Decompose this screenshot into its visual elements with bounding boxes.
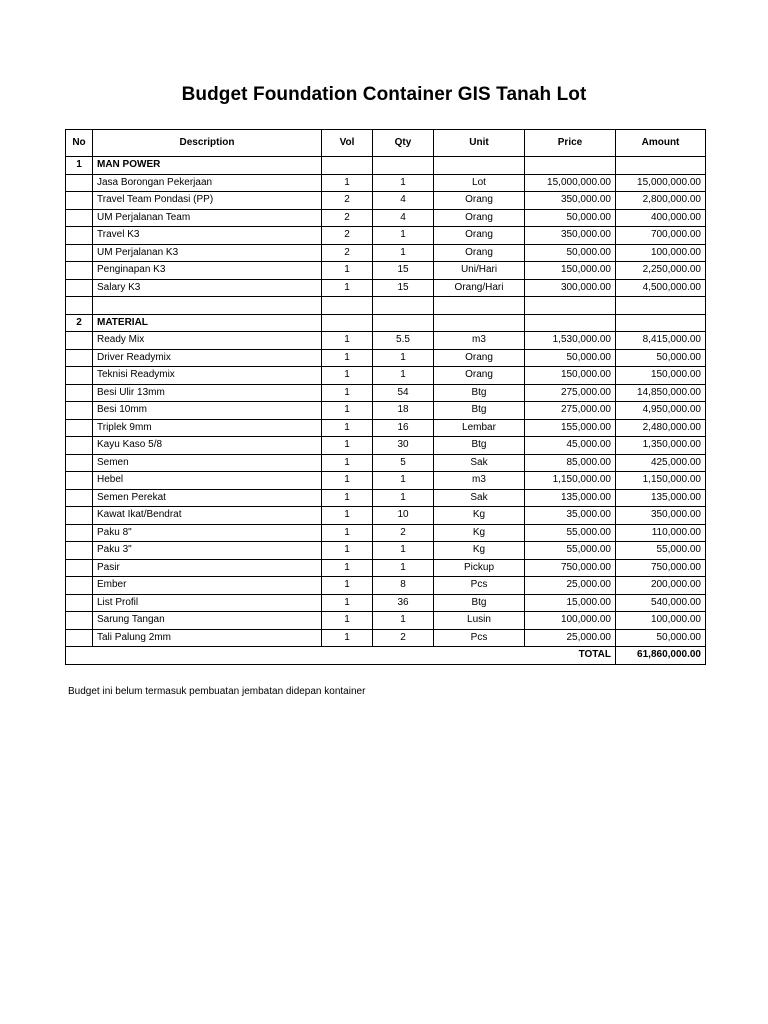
item-qty: 30 (373, 437, 434, 455)
item-vol: 1 (322, 402, 373, 420)
item-price: 45,000.00 (525, 437, 616, 455)
item-price: 150,000.00 (525, 262, 616, 280)
item-unit: Orang (434, 244, 525, 262)
item-amount: 750,000.00 (616, 559, 706, 577)
item-vol: 1 (322, 472, 373, 490)
item-price: 275,000.00 (525, 384, 616, 402)
item-description: Penginapan K3 (93, 262, 322, 280)
item-vol: 1 (322, 559, 373, 577)
table-row (66, 262, 706, 280)
empty-cell (434, 157, 525, 175)
item-vol: 1 (322, 367, 373, 385)
item-description: Triplek 9mm (93, 419, 322, 437)
item-qty: 1 (373, 472, 434, 490)
section-header-row (66, 314, 706, 332)
item-vol: 1 (322, 542, 373, 560)
header-no: No (66, 130, 93, 157)
item-qty: 1 (373, 227, 434, 245)
item-description: Besi 10mm (93, 402, 322, 420)
empty-cell (66, 367, 93, 385)
empty-cell (66, 419, 93, 437)
item-amount: 50,000.00 (616, 349, 706, 367)
item-unit: Orang (434, 227, 525, 245)
item-description: UM Perjalanan Team (93, 209, 322, 227)
item-unit: Sak (434, 489, 525, 507)
empty-cell (373, 157, 434, 175)
item-amount: 50,000.00 (616, 629, 706, 647)
item-price: 25,000.00 (525, 577, 616, 595)
item-amount: 425,000.00 (616, 454, 706, 472)
item-price: 50,000.00 (525, 209, 616, 227)
item-amount: 4,950,000.00 (616, 402, 706, 420)
empty-cell (66, 612, 93, 630)
table-row (66, 594, 706, 612)
item-price: 750,000.00 (525, 559, 616, 577)
item-vol: 2 (322, 192, 373, 210)
item-qty: 36 (373, 594, 434, 612)
item-description: Salary K3 (93, 279, 322, 297)
empty-cell (66, 297, 93, 315)
item-unit: Pcs (434, 629, 525, 647)
item-amount: 14,850,000.00 (616, 384, 706, 402)
item-price: 35,000.00 (525, 507, 616, 525)
item-qty: 1 (373, 349, 434, 367)
table-row (66, 384, 706, 402)
empty-cell (66, 384, 93, 402)
item-unit: Orang (434, 367, 525, 385)
item-vol: 1 (322, 349, 373, 367)
header-description: Description (93, 130, 322, 157)
item-qty: 16 (373, 419, 434, 437)
empty-cell (66, 279, 93, 297)
page-title: Budget Foundation Container GIS Tanah Lot (181, 84, 587, 105)
item-amount: 1,350,000.00 (616, 437, 706, 455)
item-description: Teknisi Readymix (93, 367, 322, 385)
item-amount: 100,000.00 (616, 612, 706, 630)
item-description: Paku 3" (93, 542, 322, 560)
header-unit: Unit (434, 130, 525, 157)
item-vol: 1 (322, 594, 373, 612)
table-row (66, 402, 706, 420)
item-price: 15,000,000.00 (525, 174, 616, 192)
item-unit: Orang (434, 349, 525, 367)
item-unit: Btg (434, 384, 525, 402)
item-unit: Btg (434, 402, 525, 420)
item-amount: 2,250,000.00 (616, 262, 706, 280)
item-price: 1,530,000.00 (525, 332, 616, 350)
item-vol: 2 (322, 227, 373, 245)
item-vol: 1 (322, 174, 373, 192)
item-amount: 400,000.00 (616, 209, 706, 227)
spacer-row (66, 297, 706, 315)
empty-cell (66, 524, 93, 542)
item-unit: Orang (434, 209, 525, 227)
item-amount: 2,800,000.00 (616, 192, 706, 210)
empty-cell (322, 314, 373, 332)
empty-cell (66, 227, 93, 245)
empty-cell (616, 297, 706, 315)
table-row (66, 559, 706, 577)
item-description: Besi Ulir 13mm (93, 384, 322, 402)
section-number: 1 (66, 157, 93, 175)
empty-cell (66, 577, 93, 595)
table-row (66, 349, 706, 367)
section-header-row (66, 157, 706, 175)
item-qty: 5.5 (373, 332, 434, 350)
header-amount: Amount (616, 130, 706, 157)
item-qty: 1 (373, 367, 434, 385)
item-qty: 1 (373, 489, 434, 507)
item-qty: 4 (373, 192, 434, 210)
item-unit: Kg (434, 542, 525, 560)
table-row (66, 279, 706, 297)
item-amount: 700,000.00 (616, 227, 706, 245)
table-row (66, 332, 706, 350)
item-unit: Btg (434, 437, 525, 455)
empty-cell (66, 489, 93, 507)
table-row (66, 524, 706, 542)
item-unit: Lembar (434, 419, 525, 437)
empty-cell (66, 629, 93, 647)
empty-cell (434, 314, 525, 332)
table-row (66, 489, 706, 507)
empty-cell (66, 349, 93, 367)
item-price: 55,000.00 (525, 524, 616, 542)
item-unit: Pickup (434, 559, 525, 577)
item-description: Tali Palung 2mm (93, 629, 322, 647)
item-unit: Sak (434, 454, 525, 472)
item-vol: 1 (322, 262, 373, 280)
item-amount: 4,500,000.00 (616, 279, 706, 297)
item-price: 275,000.00 (525, 402, 616, 420)
item-price: 50,000.00 (525, 349, 616, 367)
item-amount: 15,000,000.00 (616, 174, 706, 192)
item-description: Travel Team Pondasi (PP) (93, 192, 322, 210)
item-amount: 2,480,000.00 (616, 419, 706, 437)
item-unit: Btg (434, 594, 525, 612)
item-price: 150,000.00 (525, 367, 616, 385)
item-unit: Orang/Hari (434, 279, 525, 297)
empty-cell (66, 454, 93, 472)
table-row (66, 472, 706, 490)
item-qty: 15 (373, 279, 434, 297)
table-row (66, 192, 706, 210)
item-price: 85,000.00 (525, 454, 616, 472)
item-qty: 2 (373, 629, 434, 647)
empty-cell (93, 297, 322, 315)
empty-cell (66, 542, 93, 560)
item-description: List Profil (93, 594, 322, 612)
empty-cell (66, 209, 93, 227)
table-row (66, 419, 706, 437)
item-description: Travel K3 (93, 227, 322, 245)
item-description: Paku 8" (93, 524, 322, 542)
item-vol: 1 (322, 524, 373, 542)
item-description: Driver Readymix (93, 349, 322, 367)
item-description: Kayu Kaso 5/8 (93, 437, 322, 455)
item-price: 350,000.00 (525, 227, 616, 245)
item-qty: 1 (373, 542, 434, 560)
item-price: 300,000.00 (525, 279, 616, 297)
item-price: 1,150,000.00 (525, 472, 616, 490)
item-description: Kawat Ikat/Bendrat (93, 507, 322, 525)
empty-cell (66, 332, 93, 350)
table-row (66, 209, 706, 227)
item-price: 135,000.00 (525, 489, 616, 507)
item-amount: 135,000.00 (616, 489, 706, 507)
item-amount: 150,000.00 (616, 367, 706, 385)
item-qty: 10 (373, 507, 434, 525)
empty-cell (66, 244, 93, 262)
empty-cell (66, 402, 93, 420)
item-amount: 100,000.00 (616, 244, 706, 262)
item-unit: Lusin (434, 612, 525, 630)
header-vol: Vol (322, 130, 373, 157)
table-row (66, 507, 706, 525)
table-row (66, 244, 706, 262)
section-name: MATERIAL (93, 314, 322, 332)
item-qty: 15 (373, 262, 434, 280)
table-row (66, 227, 706, 245)
item-qty: 1 (373, 559, 434, 577)
item-price: 50,000.00 (525, 244, 616, 262)
item-vol: 1 (322, 612, 373, 630)
budget-note: Budget ini belum termasuk pembuatan jembatan didepan kontainer (68, 686, 366, 697)
item-unit: Lot (434, 174, 525, 192)
item-price: 155,000.00 (525, 419, 616, 437)
item-description: Jasa Borongan Pekerjaan (93, 174, 322, 192)
empty-cell (66, 437, 93, 455)
section-name: MAN POWER (93, 157, 322, 175)
empty-cell (373, 297, 434, 315)
item-vol: 2 (322, 244, 373, 262)
item-qty: 18 (373, 402, 434, 420)
item-unit: Kg (434, 507, 525, 525)
item-qty: 8 (373, 577, 434, 595)
total-row (66, 647, 706, 665)
header-qty: Qty (373, 130, 434, 157)
empty-cell (66, 192, 93, 210)
empty-cell (616, 314, 706, 332)
item-description: Pasir (93, 559, 322, 577)
item-qty: 54 (373, 384, 434, 402)
empty-cell (66, 559, 93, 577)
item-description: Sarung Tangan (93, 612, 322, 630)
item-amount: 55,000.00 (616, 542, 706, 560)
item-description: Semen (93, 454, 322, 472)
item-qty: 1 (373, 244, 434, 262)
empty-cell (525, 297, 616, 315)
item-qty: 1 (373, 174, 434, 192)
item-unit: m3 (434, 332, 525, 350)
item-price: 15,000.00 (525, 594, 616, 612)
item-amount: 1,150,000.00 (616, 472, 706, 490)
item-amount: 200,000.00 (616, 577, 706, 595)
item-price: 25,000.00 (525, 629, 616, 647)
total-label: TOTAL (66, 647, 616, 665)
item-vol: 1 (322, 279, 373, 297)
table-row (66, 174, 706, 192)
item-qty: 2 (373, 524, 434, 542)
table-row (66, 454, 706, 472)
item-description: Semen Perekat (93, 489, 322, 507)
table-row (66, 629, 706, 647)
item-unit: Pcs (434, 577, 525, 595)
item-unit: m3 (434, 472, 525, 490)
empty-cell (66, 472, 93, 490)
item-description: UM Perjalanan K3 (93, 244, 322, 262)
item-qty: 5 (373, 454, 434, 472)
item-price: 100,000.00 (525, 612, 616, 630)
item-qty: 1 (373, 612, 434, 630)
empty-cell (373, 314, 434, 332)
item-vol: 1 (322, 332, 373, 350)
empty-cell (616, 157, 706, 175)
budget-table (65, 129, 706, 665)
empty-cell (322, 297, 373, 315)
item-vol: 1 (322, 507, 373, 525)
item-amount: 110,000.00 (616, 524, 706, 542)
item-description: Ready Mix (93, 332, 322, 350)
empty-cell (525, 314, 616, 332)
empty-cell (322, 157, 373, 175)
total-amount: 61,860,000.00 (616, 647, 706, 665)
empty-cell (66, 262, 93, 280)
empty-cell (66, 174, 93, 192)
table-row (66, 577, 706, 595)
item-price: 55,000.00 (525, 542, 616, 560)
item-amount: 350,000.00 (616, 507, 706, 525)
section-number: 2 (66, 314, 93, 332)
item-amount: 540,000.00 (616, 594, 706, 612)
table-header-row (66, 130, 706, 157)
item-unit: Orang (434, 192, 525, 210)
item-amount: 8,415,000.00 (616, 332, 706, 350)
item-vol: 1 (322, 577, 373, 595)
item-description: Ember (93, 577, 322, 595)
table-row (66, 542, 706, 560)
empty-cell (525, 157, 616, 175)
item-qty: 4 (373, 209, 434, 227)
item-unit: Uni/Hari (434, 262, 525, 280)
item-vol: 1 (322, 419, 373, 437)
table-body (66, 157, 706, 665)
table-row (66, 437, 706, 455)
header-price: Price (525, 130, 616, 157)
table-row (66, 612, 706, 630)
item-vol: 1 (322, 384, 373, 402)
empty-cell (434, 297, 525, 315)
item-vol: 1 (322, 437, 373, 455)
item-price: 350,000.00 (525, 192, 616, 210)
table-row (66, 367, 706, 385)
item-vol: 2 (322, 209, 373, 227)
empty-cell (66, 507, 93, 525)
item-description: Hebel (93, 472, 322, 490)
item-unit: Kg (434, 524, 525, 542)
item-vol: 1 (322, 489, 373, 507)
item-vol: 1 (322, 454, 373, 472)
item-vol: 1 (322, 629, 373, 647)
empty-cell (66, 594, 93, 612)
